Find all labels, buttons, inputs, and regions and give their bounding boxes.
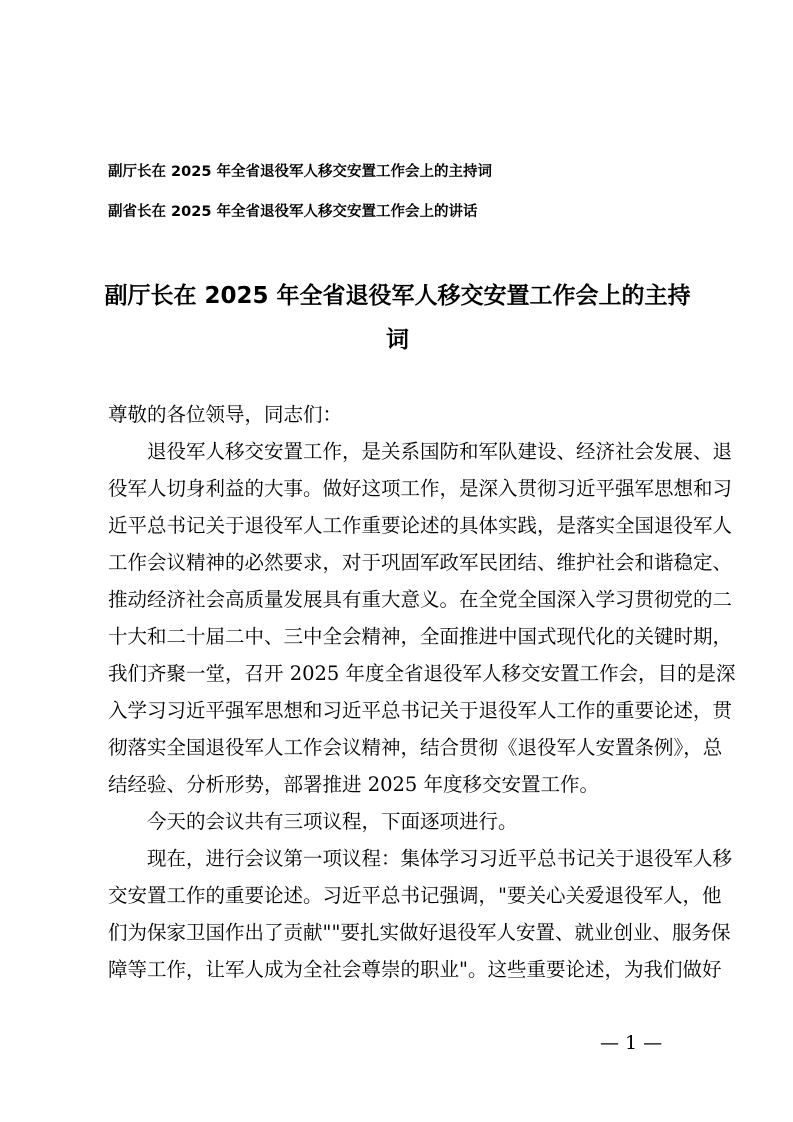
paragraph: [108, 807, 690, 844]
text-line: 役军人切身利益的大事。做好这项工作，是深入贯彻习近平强军思想和习: [108, 477, 733, 500]
paragraph: [108, 844, 733, 992]
document-title: [95, 274, 700, 362]
title-line: 词: [386, 327, 409, 353]
text-line: 工作会议精神的必然要求，对于巩固军政军民团结、维护社会和谐稳定、: [108, 551, 733, 574]
text-line: 推动经济社会高质量发展具有重大意义。在全党全国深入学习贯彻党的二: [108, 588, 733, 611]
text-line: 彻落实全国退役军人工作会议精神，结合贯彻《退役军人安置条例》，总: [108, 736, 723, 759]
document-body: [108, 400, 736, 992]
text-line: 十大和二十届二中、三中全会精神，全面推进中国式现代化的关键时期，: [108, 625, 733, 648]
text-line: 现在，进行会议第一项议程：集体学习习近平总书记关于退役军人移: [147, 847, 733, 870]
text-line: 今天的会议共有三项议程，下面逐项进行。: [147, 810, 518, 833]
text-line: 退役军人移交安置工作，是关系国防和军队建设、经济社会发展、退: [147, 440, 733, 463]
text-line: 近平总书记关于退役军人工作重要论述的具体实践，是落实全国退役军人: [108, 514, 733, 537]
text-line: 入学习习近平强军思想和习近平总书记关于退役军人工作的重要论述，贯: [108, 699, 733, 722]
text-line: 交安置工作的重要论述。习近平总书记强调，"要关心关爱退役军人，他: [108, 884, 722, 907]
toc-entry-2[interactable]: 副省长在 2025 年全省退役军人移交安置工作会上的讲话: [108, 204, 478, 220]
paragraph: [108, 437, 736, 807]
text-line: 障等工作，让军人成为全社会尊崇的职业"。这些重要论述，为我们做好: [108, 958, 722, 981]
toc-entry-1[interactable]: 副厅长在 2025 年全省退役军人移交安置工作会上的主持词: [108, 164, 492, 180]
title-line: 副厅长在 2025 年全省退役军人移交安置工作会上的主持: [104, 283, 691, 309]
text-line: 们为保家卫国作出了贡献""要扎实做好退役军人安置、就业创业、服务保: [108, 921, 731, 944]
paragraph: [108, 400, 690, 437]
page-number: — 1 —: [600, 1032, 663, 1054]
text-line: 我们齐聚一堂，召开 2025 年度全省退役军人移交安置工作会，目的是深: [108, 662, 736, 685]
text-line: 结经验、分析形势，部署推进 2025 年度移交安置工作。: [108, 773, 600, 796]
text-line: 尊敬的各位领导，同志们：: [108, 403, 343, 426]
